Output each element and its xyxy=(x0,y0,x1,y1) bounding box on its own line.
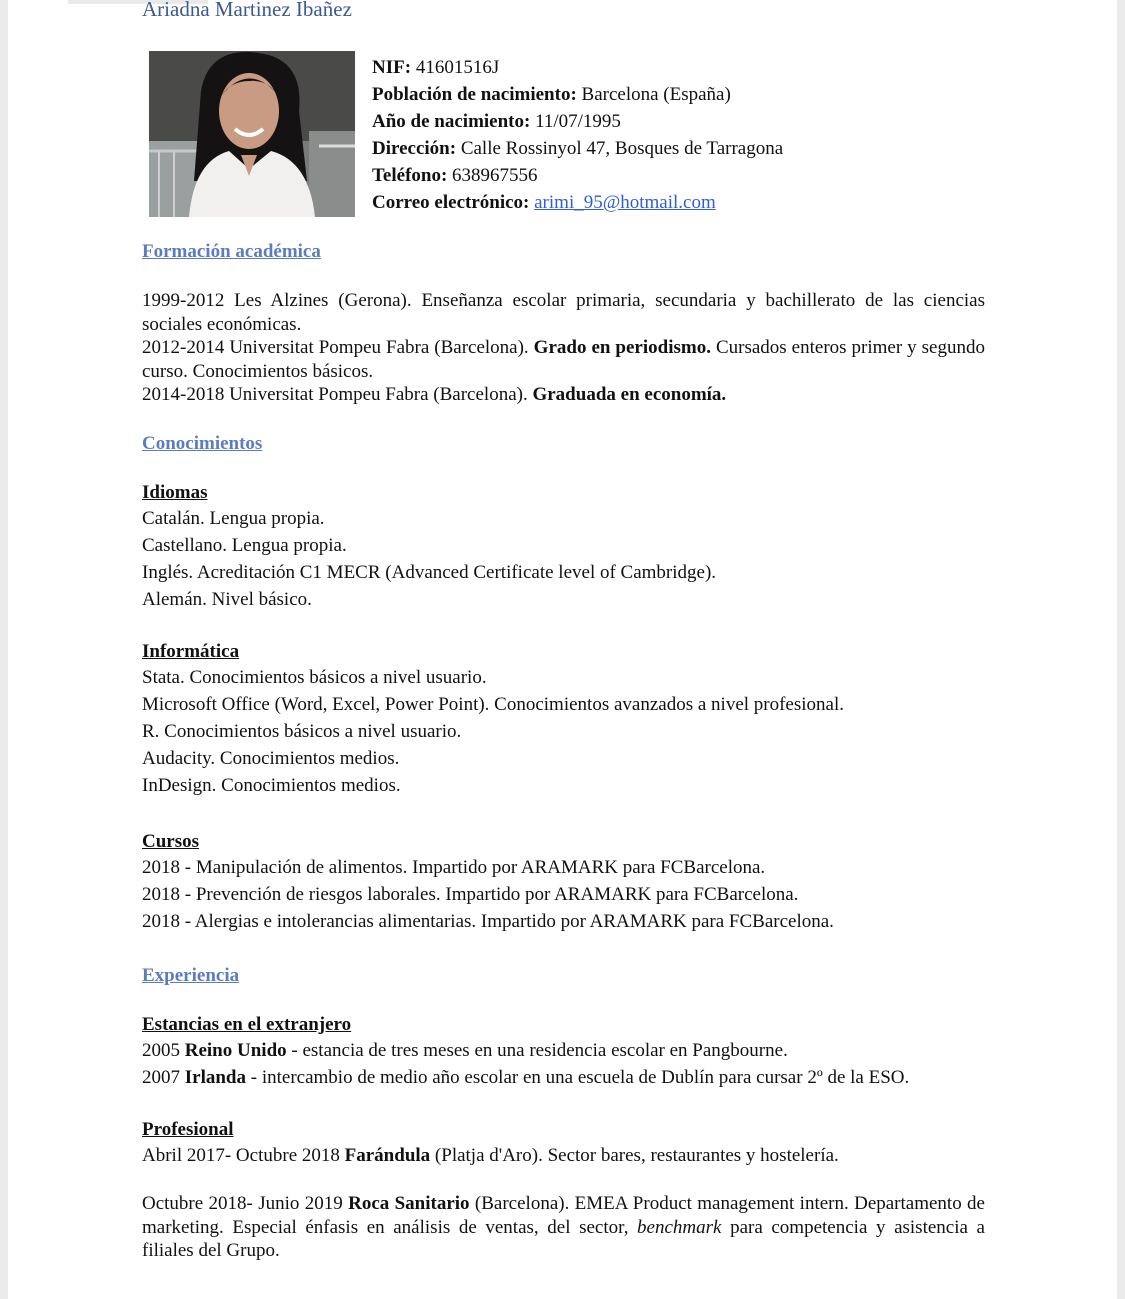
email-row xyxy=(372,189,783,216)
formacion-item-text: 2014-2018 Universitat Pompeu Fabra (Barcelona). xyxy=(142,384,533,405)
formacion-item-degree: Grado en periodismo. xyxy=(533,337,711,358)
list-item xyxy=(142,1064,985,1091)
birthplace-row xyxy=(372,81,783,108)
formacion-item xyxy=(142,336,985,383)
job-text: para competencia y asistencia a filiales del Grupo. xyxy=(142,1216,985,1261)
list-item: Stata. Conocimientos básicos a nivel usuario. xyxy=(142,667,487,688)
list-item: 2018 - Alergias e intolerancias alimentarias. Impartido por ARAMARK para FCBarcelona. xyxy=(142,911,834,932)
job-company: Farándula xyxy=(344,1145,431,1166)
job-entry-roca xyxy=(142,1192,985,1263)
cursos-block xyxy=(142,830,985,935)
informatica-heading: Informática xyxy=(142,641,240,662)
list-item: Alemán. Nivel básico. xyxy=(142,589,312,610)
birth-year-value: 11/07/1995 xyxy=(530,111,621,132)
phone-value: 638967556 xyxy=(447,165,538,186)
job-text: (Platja d'Aro). Sector bares, restaurantes y hostelería. xyxy=(430,1145,839,1166)
idiomas-heading: Idiomas xyxy=(142,482,208,503)
birth-year-label: Año de nacimiento: xyxy=(372,111,531,132)
nif-value: 41601516J xyxy=(411,57,500,78)
address-value: Calle Rossinyol 47, Bosques de Tarragona xyxy=(456,138,784,159)
formacion-item: 1999-2012 Les Alzines (Gerona). Enseñanza escolar primaria, secundaria y bachillerato de las ciencias sociales económicas. xyxy=(142,290,985,335)
informatica-block xyxy=(142,640,985,799)
estancia-text: - intercambio de medio año escolar en una escuela de Dublín para cursar 2º de la ESO. xyxy=(246,1067,910,1088)
phone-label: Teléfono: xyxy=(372,165,448,186)
estancias-block xyxy=(142,1013,985,1091)
nif-label: NIF: xyxy=(372,57,412,78)
profesional-block xyxy=(142,1118,985,1169)
nif-row xyxy=(372,54,783,81)
section-title-conocimientos: Conocimientos xyxy=(142,433,263,454)
estancia-year: 2005 xyxy=(142,1040,185,1061)
list-item: 2018 - Prevención de riesgos laborales. Impartido por ARAMARK para FCBarcelona. xyxy=(142,884,799,905)
email-link[interactable]: arimi_95@hotmail.com xyxy=(534,192,716,213)
formacion-item-degree: Graduada en economía. xyxy=(532,384,727,405)
cursos-heading: Cursos xyxy=(142,831,200,852)
list-item: Audacity. Conocimientos medios. xyxy=(142,748,400,769)
cv-page xyxy=(8,0,1117,1299)
phone-row xyxy=(372,162,783,189)
birth-year-row xyxy=(372,108,783,135)
list-item: Inglés. Acreditación C1 MECR (Advanced Certificate level of Cambridge). xyxy=(142,562,717,583)
personal-info xyxy=(372,54,783,216)
formacion-item-text: 2012-2014 Universitat Pompeu Fabra (Barcelona). xyxy=(142,337,534,358)
list-item xyxy=(142,1037,985,1064)
list-item: Castellano. Lengua propia. xyxy=(142,535,347,556)
birthplace-value: Barcelona (España) xyxy=(576,84,731,105)
job-text-italic: benchmark xyxy=(637,1216,722,1238)
list-item: 2018 - Manipulación de alimentos. Impartido por ARAMARK para FCBarcelona. xyxy=(142,857,766,878)
list-item xyxy=(142,1142,985,1169)
job-text: (Barcelona). EMEA Product management intern. Departamento de marketing. Especial énfasis en análisis de ventas, del sector, xyxy=(142,1193,985,1238)
list-item: R. Conocimientos básicos a nivel usuario. xyxy=(142,721,462,742)
list-item: InDesign. Conocimientos medios. xyxy=(142,775,401,796)
list-item: Microsoft Office (Word, Excel, Power Point). Conocimientos avanzados a nivel profesional. xyxy=(142,694,844,715)
job-dates: Octubre 2018- Junio 2019 xyxy=(142,1193,349,1214)
section-title-experiencia: Experiencia xyxy=(142,965,240,986)
estancia-country: Reino Unido xyxy=(184,1040,287,1061)
candidate-name: Ariadna Martinez Ibañez xyxy=(142,0,352,21)
birthplace-label: Población de nacimiento: xyxy=(372,84,577,105)
estancia-country: Irlanda xyxy=(184,1067,246,1088)
section-title-formacion: Formación académica xyxy=(142,241,321,262)
profile-photo xyxy=(149,51,355,217)
formacion-item-text: Cursados enteros primer y segundo curso. Conocimientos básicos. xyxy=(142,337,985,382)
formacion-list xyxy=(142,289,985,407)
estancia-year: 2007 xyxy=(142,1067,185,1088)
formacion-item xyxy=(142,383,985,407)
profesional-heading: Profesional xyxy=(142,1119,234,1140)
email-label: Correo electrónico: xyxy=(372,192,530,213)
profile-photo-image xyxy=(149,51,355,217)
address-row xyxy=(372,135,783,162)
estancias-heading: Estancias en el extranjero xyxy=(142,1014,352,1035)
list-item: Catalán. Lengua propia. xyxy=(142,508,325,529)
idiomas-block xyxy=(142,481,985,613)
job-company: Roca Sanitario xyxy=(348,1193,470,1214)
address-label: Dirección: xyxy=(372,138,457,159)
estancia-text: - estancia de tres meses en una residencia escolar en Pangbourne. xyxy=(286,1040,788,1061)
job-dates: Abril 2017- Octubre 2018 xyxy=(142,1145,345,1166)
